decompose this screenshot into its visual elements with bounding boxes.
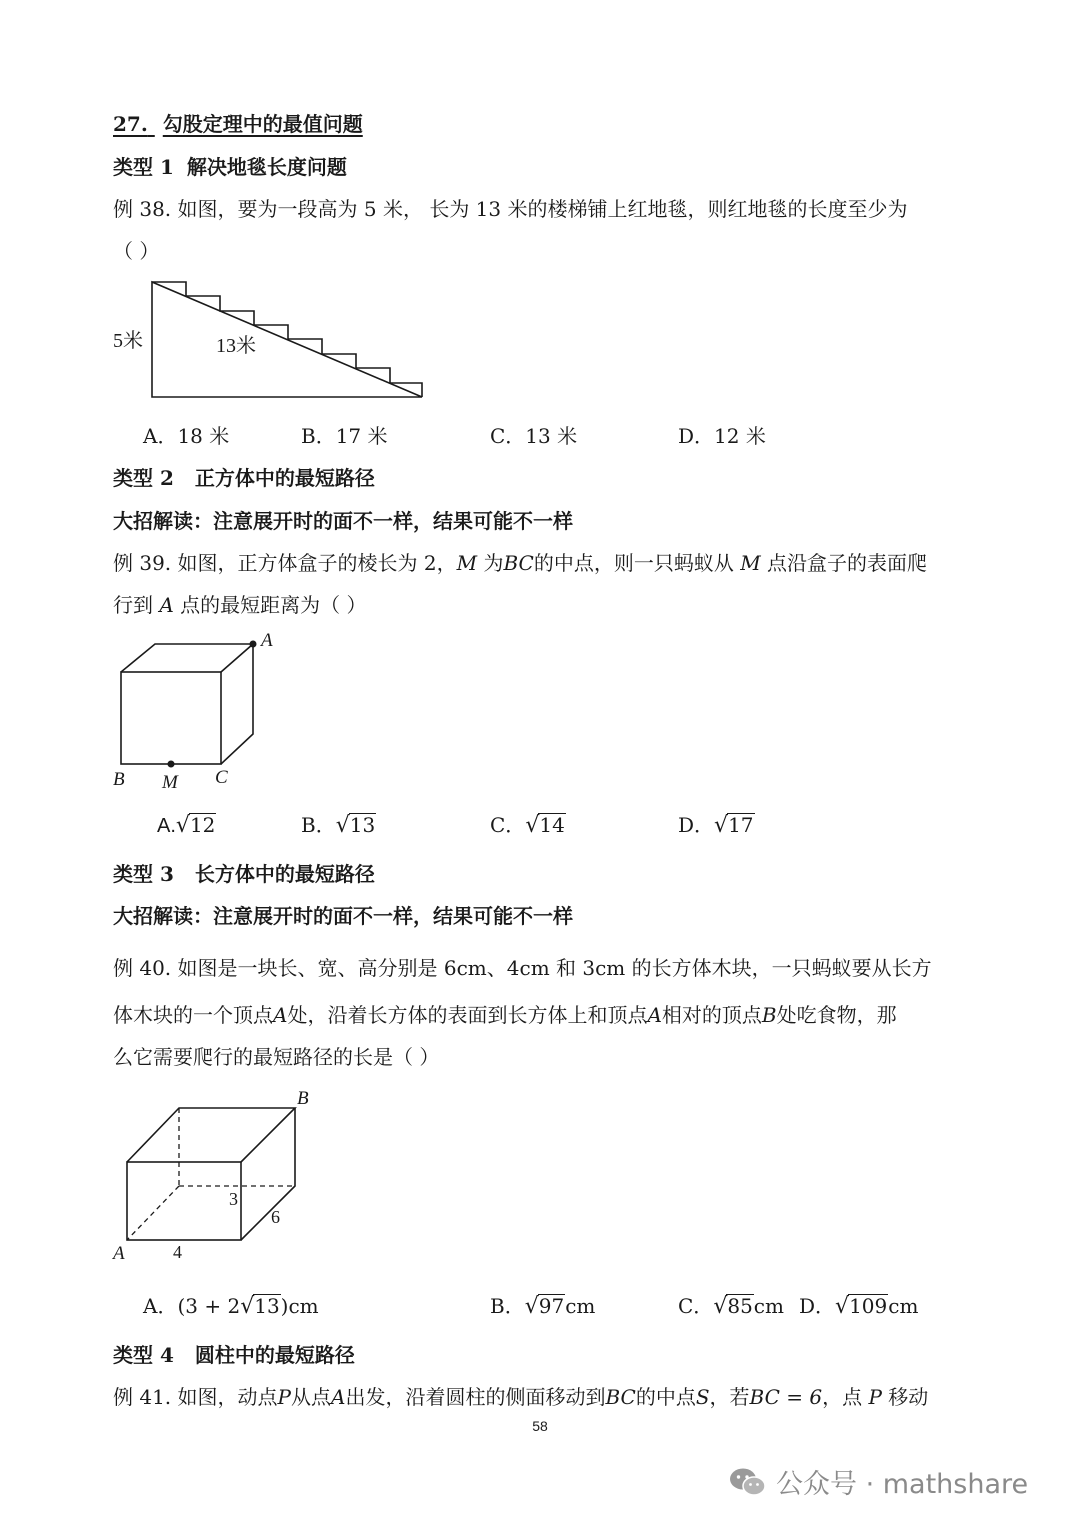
- ex41-line1: 例 41. 如图，动点P从点A出发，沿着圆柱的侧面移动到BC的中点S，若BC = 6，点 P 移动: [113, 1385, 929, 1409]
- cube-label-a: A: [261, 630, 273, 651]
- height-label: 5米: [113, 330, 143, 352]
- ex40-line2: 体木块的一个顶点A处，沿着长方体的表面到长方体上和顶点A相对的顶点B处吃食物，那: [113, 1003, 897, 1027]
- ex38-option-d: D．12 米: [678, 424, 766, 448]
- cube-label-c: C: [215, 767, 228, 788]
- cuboid-label-a: A: [113, 1243, 125, 1264]
- cuboid-top-face: [127, 1108, 295, 1162]
- cuboid-label-height: 3: [229, 1189, 238, 1209]
- type2-label: 类型 2: [113, 466, 174, 490]
- ex39-line1: 例 39. 如图，正方体盒子的棱长为 2，M 为BC的中点，则一只蚂蚁从 M 点沿盒子的表面爬: [113, 551, 928, 575]
- ex39-option-b: B．√13: [301, 813, 376, 838]
- section-title-text: 勾股定理中的最值问题: [162, 112, 363, 136]
- ex38-line1: 例 38. 如图，要为一段高为 5 米， 长为 13 米的楼梯铺上红地毯，则红地毯的长度至少为: [113, 197, 908, 221]
- wechat-icon: [728, 1466, 768, 1498]
- ex40-option-b: B．√97cm: [490, 1294, 596, 1319]
- hyp-label: 13米: [216, 335, 256, 357]
- type3-title: 长方体中的最短路径: [194, 862, 375, 886]
- ex39-option-d: D．√17: [678, 813, 754, 838]
- cuboid-label-width: 4: [173, 1242, 182, 1262]
- ex38-option-a: A．18 米: [143, 424, 230, 448]
- ex39-line2: 行到 A 点的最短距离为（ ）: [113, 593, 367, 617]
- cuboid-label-depth: 6: [271, 1207, 280, 1227]
- ex38-option-c: C．13 米: [490, 424, 578, 448]
- ex40-line1: 例 40. 如图是一块长、宽、高分别是 6cm、4cm 和 3cm 的长方体木块，一只蚂蚁要从长方: [113, 956, 932, 980]
- type2-title: 正方体中的最短路径: [194, 466, 375, 490]
- cuboid-label-b: B: [297, 1088, 309, 1109]
- section-number: 27.: [113, 112, 148, 136]
- ex39-option-c: C．√14: [490, 813, 565, 838]
- ex39-option-a: A.√12: [157, 813, 216, 838]
- watermark: [728, 1462, 1028, 1501]
- tip2: 大招解读：注意展开时的面不一样，结果可能不一样: [113, 509, 573, 533]
- ex40-option-a: A．(3 + 2√13)cm: [143, 1294, 319, 1319]
- ex40-option-c: C．√85cm: [678, 1294, 784, 1319]
- cube-label-m: M: [162, 772, 178, 793]
- type1-label: 类型 1: [113, 155, 174, 179]
- ex38-line2: （ ）: [113, 239, 160, 263]
- type4-heading: [113, 1342, 355, 1368]
- cube-label-b: B: [113, 769, 125, 790]
- cuboid-side-face: [241, 1108, 295, 1240]
- cuboid-hidden-edges: [127, 1108, 295, 1240]
- cuboid-front-face: [127, 1162, 241, 1240]
- type1-title: 解决地毯长度问题: [186, 155, 347, 179]
- type4-title: 圆柱中的最短路径: [194, 1343, 355, 1367]
- ex40-line3: 么它需要爬行的最短路径的长是（ ）: [113, 1045, 440, 1069]
- ex40-option-d: D．√109cm: [799, 1294, 919, 1319]
- type4-label: 类型 4: [113, 1343, 174, 1367]
- watermark-text: 公众号 · mathshare: [776, 1469, 1029, 1500]
- ex38-option-b: B．17 米: [301, 424, 388, 448]
- type3-label: 类型 3: [113, 862, 174, 886]
- page-number: 58: [532, 1418, 548, 1434]
- tip3: 大招解读：注意展开时的面不一样，结果可能不一样: [113, 904, 573, 928]
